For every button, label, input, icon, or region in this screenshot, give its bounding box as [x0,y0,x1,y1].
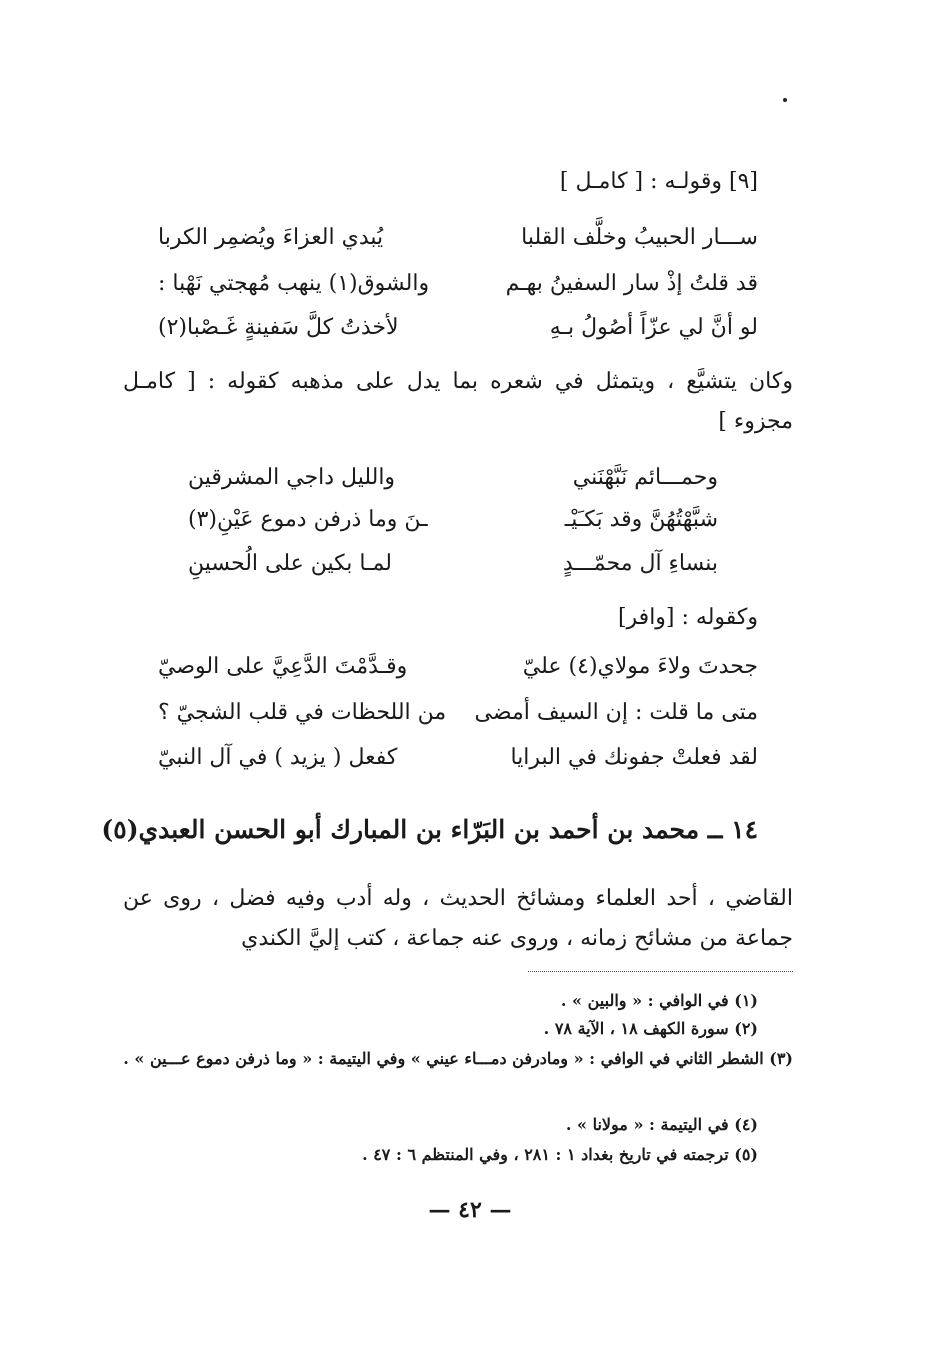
verse-first-hemistich: وحمـــائم نَبَّهْنَني [572,465,718,490]
verse-second-hemistich: وقـدَّمْتَ الدَّعِيَّ على الوصيّ [158,654,408,679]
verse-row [158,503,758,537]
footnote: (٥) ترجمته في تاريخ بغداد ١ : ٢٨١ ، وفي المنتظم ٦ : ٤٧ . [362,1145,758,1164]
page-number: — ٤٢ — [428,1197,512,1223]
footnote: (٤) في اليتيمة : « مولانا » . [565,1115,758,1134]
verse-second-hemistich: والشوق(١) ينهب مُهجتي نَهْبا : [158,271,430,296]
verse-first-hemistich: لو أنَّ لي عزّاً أصُولُ بـهِ [549,315,758,340]
verse-second-hemistich: لمـا بكين على الُحسينِ [188,551,392,576]
footnote: (٢) سورة الكهف ١٨ ، الآية ٧٨ . [543,1019,758,1038]
verse-second-hemistich: لأخذتُ كلَّ سَفينةٍ غَـصْبا(٢) [158,315,399,340]
verse-row [158,311,758,345]
verse-row [158,650,758,684]
verse-row [158,741,758,775]
verse-first-hemistich: شبَّهْتُهُنَّ وقد بَكـَيْـ [564,507,718,532]
verse-second-hemistich: ـنَ وما ذرفن دموع عَيْنِ(٣) [188,507,428,532]
verse-first-hemistich: ســـار الحبيبُ وخلَّف القلبا [521,225,758,250]
poem3-intro: وكقوله : [وافر] [617,605,758,630]
verse-second-hemistich: من اللحظات في قلب الشجيّ ؟ [158,700,447,725]
poem1-intro: [٩] وقولـه : [ كامـل ] [559,169,758,194]
intro-paragraph: وكان يتشيَّع ، ويتمثل في شعره بما يدل على مذهبه كقوله : [ كامـل مجزوء ] [123,369,793,434]
verse-first-hemistich: بنساءِ آل محمّـــدٍ [562,551,718,576]
verse-second-hemistich: كفعل ( يزيد ) في آل النبيّ [158,745,398,770]
verse-row [158,461,758,495]
verse-second-hemistich: يُبدي العزاءَ ويُضمِر الكربا [158,225,384,250]
verse-first-hemistich: جحدتَ ولاءَ مولاي(٤) عليّ [522,654,758,679]
biography-heading: ١٤ ــ محمد بن أحمد بن البَرّاء بن المبارك أبو الحسن العبدي(٥) [101,815,758,844]
verse-second-hemistich: والليل داجي المشرقين [188,465,396,490]
verse-row [158,696,758,730]
footnote: (١) في الوافي : « والبين » . [560,991,758,1010]
verse-row [158,221,758,255]
verse-first-hemistich: قد قلتُ إذْ سار السفينُ بهـم [505,271,758,296]
verse-first-hemistich: لقد فعلتْ جفونك في البرايا [510,745,758,770]
footnote-separator [528,971,793,972]
ink-speck [783,98,787,102]
verse-first-hemistich: متى ما قلت : إن السيف أمضى [474,700,758,725]
biography-text: القاضي ، أحد العلماء ومشائخ الحديث ، وله أدب وفيه فضل ، روى عن جماعة من مشائح زمانه ، وروى عنه جماعة ، كتب إليَّ الكندي [123,886,793,951]
verse-row [158,547,758,581]
verse-row [158,267,758,301]
footnote: (٣) الشطر الثاني في الوافي : « ومادرفن دمـــاء عيني » وفي اليتيمة : « وما ذرفن دموع عـــين » . [123,1049,793,1068]
